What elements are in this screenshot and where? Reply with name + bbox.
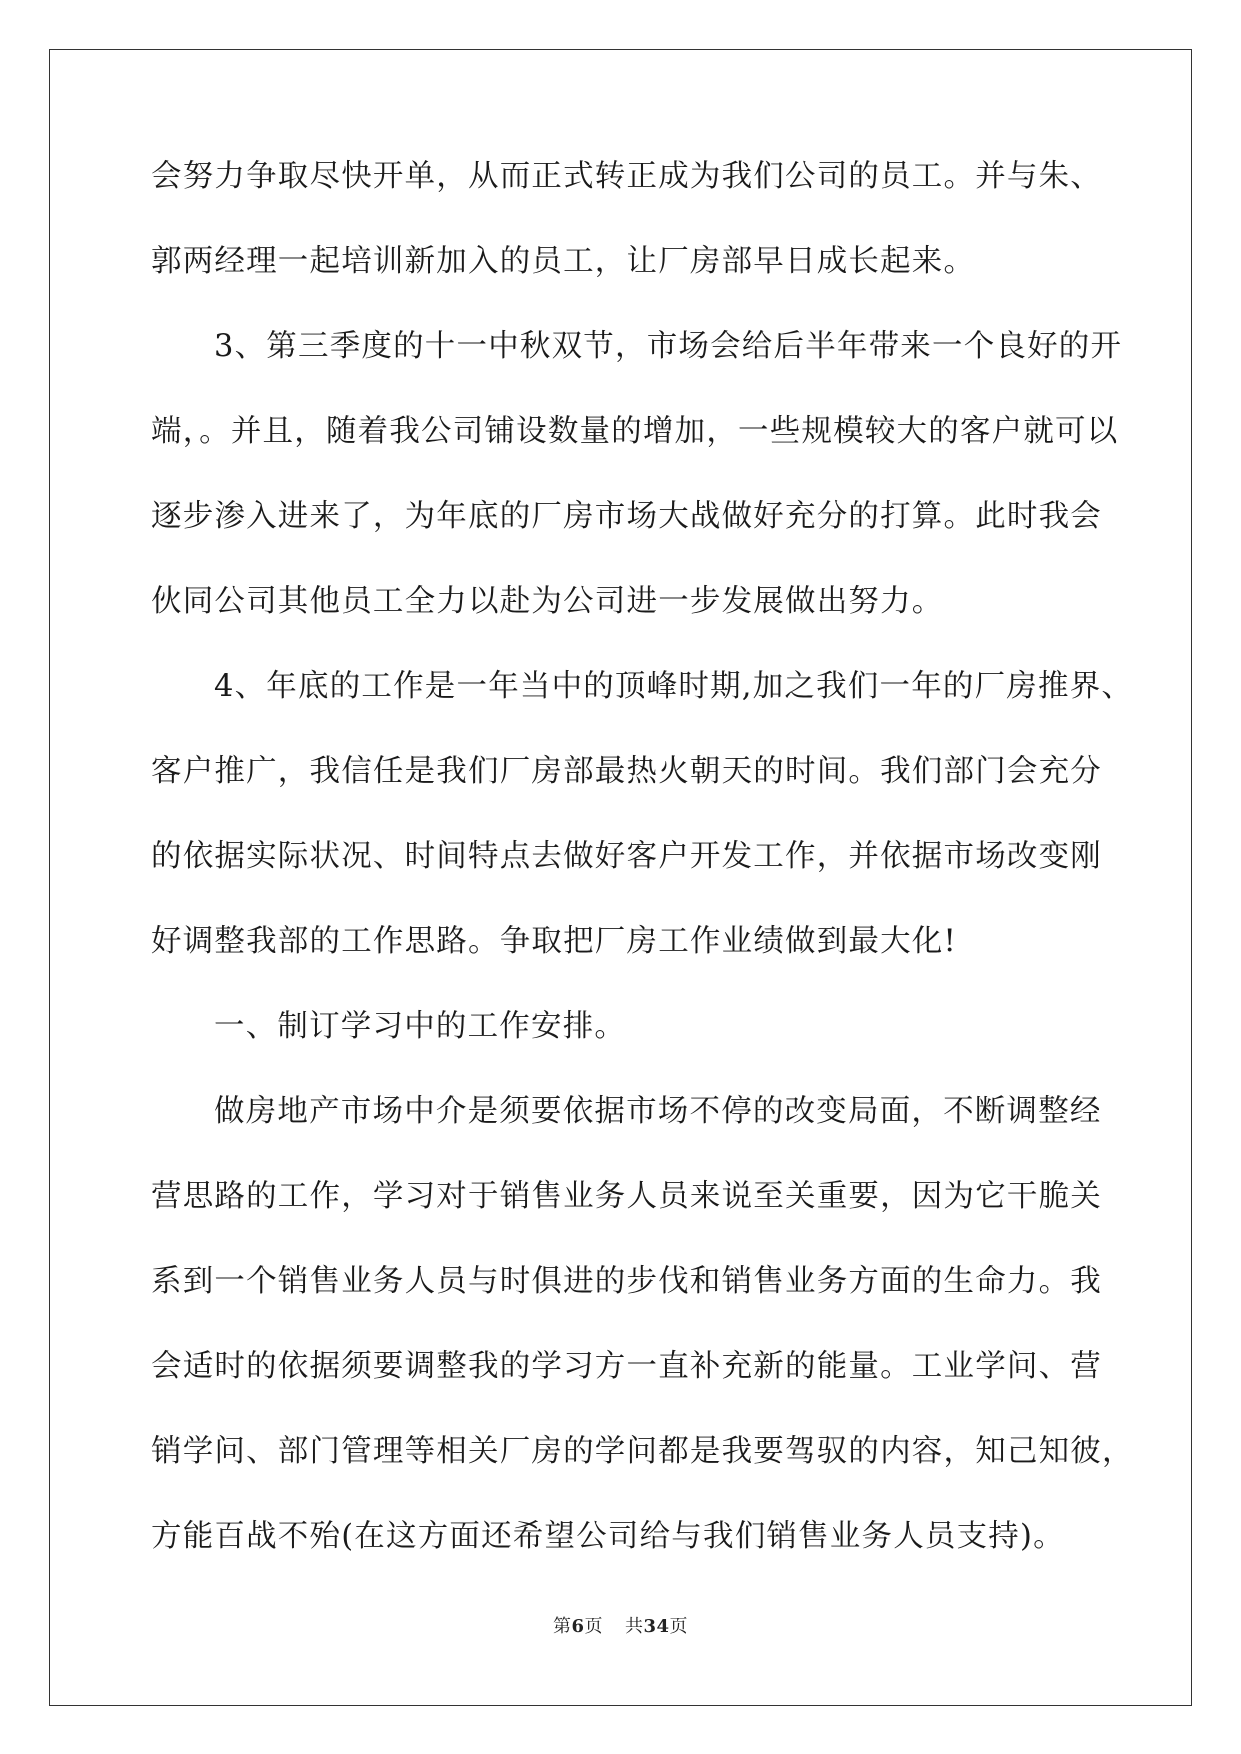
text-line: 会适时的依据须要调整我的学习方一直补充新的能量。工业学问、营 — [151, 1349, 1102, 1384]
text-line: 营思路的工作，学习对于销售业务人员来说至关重要，因为它干脆关 — [151, 1179, 1102, 1214]
text-line: 做房地产市场中介是须要依据市场不停的改变局面，不断调整经 — [214, 1094, 1102, 1129]
text-line: 端，。并且，随着我公司铺设数量的增加，一些规模较大的客户就可以 — [151, 414, 1119, 449]
text-line: 方能百战不殆(在这方面还希望公司给与我们销售业务人员支持)。 — [151, 1519, 1065, 1554]
text-line: 会努力争取尽快开单，从而正式转正成为我们公司的员工。并与朱、 — [151, 159, 1102, 194]
total-prefix: 共 — [624, 1616, 644, 1637]
text-line: 销学问、部门管理等相关厂房的学问都是我要驾驭的内容，知己知彼， — [151, 1434, 1134, 1469]
section-heading: 一、制订学习中的工作安排。 — [214, 1009, 627, 1044]
text-line: 4、年底的工作是一年当中的顶峰时期,加之我们一年的厂房推界、 — [214, 669, 1134, 704]
total-suffix: 页 — [669, 1616, 689, 1637]
page-prefix: 第 — [552, 1616, 572, 1637]
text-line: 逐步渗入进来了，为年底的厂房市场大战做好充分的打算。此时我会 — [151, 499, 1102, 534]
text-line: 3、第三季度的十一中秋双节，市场会给后半年带来一个良好的开 — [214, 329, 1123, 364]
text-line: 客户推广，我信任是我们厂房部最热火朝天的时间。我们部门会充分 — [151, 754, 1102, 789]
text-line: 好调整我部的工作思路。争取把厂房工作业绩做到最大化! — [151, 924, 957, 959]
text-line: 的依据实际状况、时间特点去做好客户开发工作，并依据市场改变刚 — [151, 839, 1102, 874]
document-body — [151, 155, 1134, 1559]
text-line: 系到一个销售业务人员与时俱进的步伐和销售业务方面的生命力。我 — [151, 1264, 1102, 1299]
page-suffix: 页 — [584, 1616, 603, 1637]
text-line: 郭两经理一起培训新加入的员工，让厂房部早日成长起来。 — [151, 244, 976, 279]
total-pages: 34 — [643, 1616, 670, 1637]
page-footer — [0, 1615, 1241, 1639]
text-line: 伙同公司其他员工全力以赴为公司进一步发展做出努力。 — [151, 584, 944, 619]
page-number: 6 — [571, 1616, 585, 1637]
